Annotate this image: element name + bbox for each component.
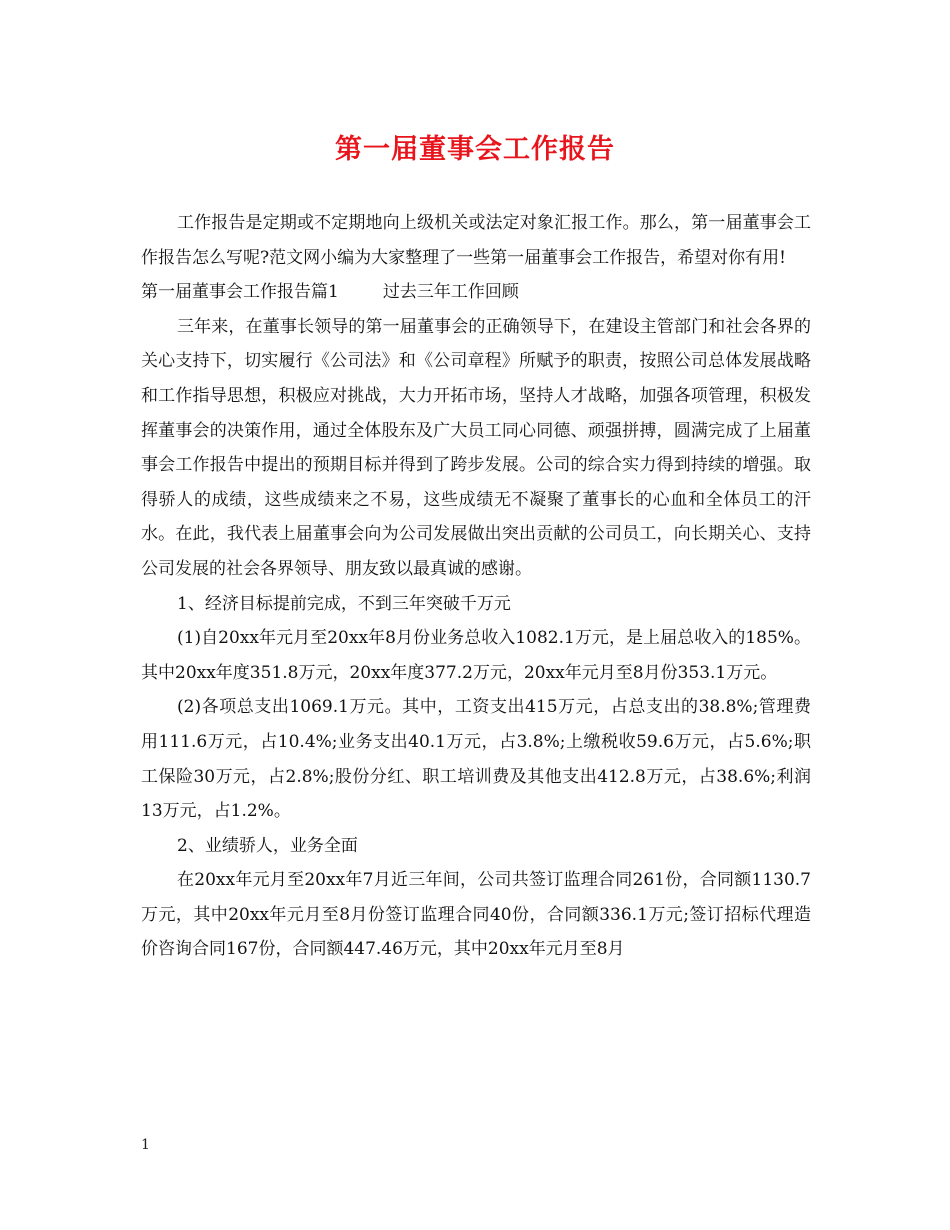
expenditure-item: (2)各项总支出1069.1万元。其中，工资支出415万元，占总支出的38.8%;管理费用111.6万元，占10.4%;业务支出40.1万元，占3.8%;上缴税收59.6万元，占5.6%;职工保险30万元，占2.8%;股份分红、职工培训费及其他支出412.8万元，占38.6%;利润13万元，占1.2%。: [141, 697, 811, 822]
subheading-economic-goals: 1、经济目标提前完成，不到三年突破千万元: [177, 593, 511, 614]
section-label: 第一届董事会工作报告篇1: [141, 282, 339, 303]
review-paragraph: 三年来，在董事长领导的第一届董事会的正确领导下，在建设主管部门和社会各界的关心支持下，切实履行《公司法》和《公司章程》所赋予的职责，按照公司总体发展战略和工作指导思想，积极应对挑战，大力开拓市场，坚持人才战略，加强各项管理，积极发挥董事会的决策作用，通过全体股东及广大员工同心同德、顽强拼搏，圆满完成了上届董事会工作报告中提出的预期目标并得到了跨步发展。公司的综合实力得到持续的增强。取得骄人的成绩，这些成绩来之不易，这些成绩无不凝聚了董事长的心血和全体员工的汗水。在此，我代表上届董事会向为公司发展做出突出贡献的公司员工，向长期关心、支持公司发展的社会各界领导、朋友致以最真诚的感谢。: [141, 316, 811, 579]
section-subtitle: 过去三年工作回顾: [382, 282, 519, 303]
intro-paragraph: 工作报告是定期或不定期地向上级机关或法定对象汇报工作。那么，第一届董事会工作报告怎么写呢?范文网小编为大家整理了一些第一届董事会工作报告，希望对你有用!: [141, 213, 811, 268]
subheading-performance: 2、业绩骄人，业务全面: [177, 835, 358, 856]
section-heading: [141, 275, 811, 310]
revenue-item: (1)自20xx年元月至20xx年8月份业务总收入1082.1万元，是上届总收入的185%。其中20xx年度351.8万元，20xx年度377.2万元，20xx年元月至8月份353.1万元。: [141, 628, 811, 683]
page-number: 1: [141, 1137, 150, 1153]
document-body: [141, 206, 811, 967]
contracts-paragraph: 在20xx年元月至20xx年7月近三年间，公司共签订监理合同261份，合同额1130.7万元，其中20xx年元月至8月份签订监理合同40份，合同额336.1万元;签订招标代理造价咨询合同167份，合同额447.46万元，其中20xx年元月至8月: [141, 870, 811, 960]
document-title: 第一届董事会工作报告: [335, 134, 615, 165]
